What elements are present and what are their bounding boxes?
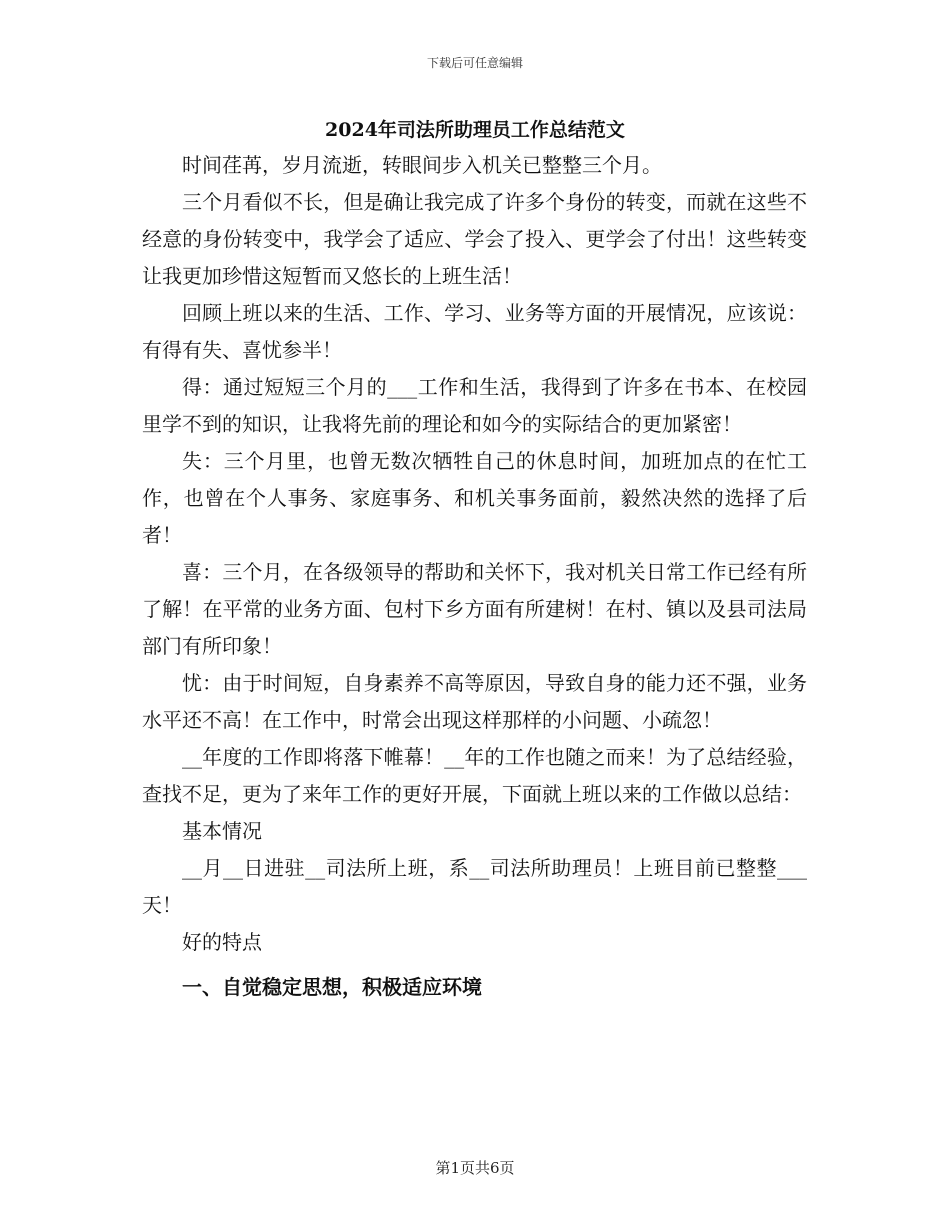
paragraph-gain: 得：通过短短三个月的___工作和生活，我得到了许多在书本、在校园里学不到的知识，让我将先前的理论和如今的实际结合的更加紧密！	[142, 375, 807, 436]
header-note: 下载后可任意编辑	[426, 56, 523, 70]
paragraph-basic-info-label: 基本情况	[182, 819, 262, 843]
page-footer: 第1页共6页	[435, 1159, 515, 1177]
document-body	[142, 147, 807, 1006]
paragraph-loss: 失：三个月里，也曾无数次牺牲自己的休息时间，加班加点的在忙工作，也曾在个人事务、家庭事务、和机关事务面前，毅然决然的选择了后者！	[142, 449, 807, 547]
paragraph-basic-info: __月__日进驻__司法所上班，系__司法所助理员！上班目前已整整___天！	[142, 856, 807, 917]
section-heading: 一、自觉稳定思想，积极适应环境	[182, 975, 482, 999]
paragraph-worry: 忧：由于时间短，自身素养不高等原因，导致自身的能力还不强，业务水平还不高！在工作中，时常会出现这样那样的小问题、小疏忽！	[142, 671, 807, 732]
paragraph-transition: 三个月看似不长，但是确让我完成了许多个身份的转变，而就在这些不经意的身份转变中，我学会了适应、学会了投入、更学会了付出！这些转变让我更加珍惜这短暂而又悠长的上班生活！	[142, 190, 807, 288]
paragraph-joy: 喜：三个月，在各级领导的帮助和关怀下，我对机关日常工作已经有所了解！在平常的业务方面、包村下乡方面有所建树！在村、镇以及县司法局部门有所印象！	[142, 560, 807, 658]
paragraph-good-points-label: 好的特点	[182, 930, 262, 954]
document-title: 2024年司法所助理员工作总结范文	[325, 119, 625, 141]
paragraph-intro: 时间荏苒，岁月流逝，转眼间步入机关已整整三个月。	[182, 153, 662, 177]
paragraph-review: 回顾上班以来的生活、工作、学习、业务等方面的开展情况，应该说：有得有失、喜忧参半！	[142, 301, 807, 362]
paragraph-year-summary: __年度的工作即将落下帷幕！__年的工作也随之而来！为了总结经验，查找不足，更为了来年工作的更好开展，下面就上班以来的工作做以总结：	[142, 745, 807, 806]
